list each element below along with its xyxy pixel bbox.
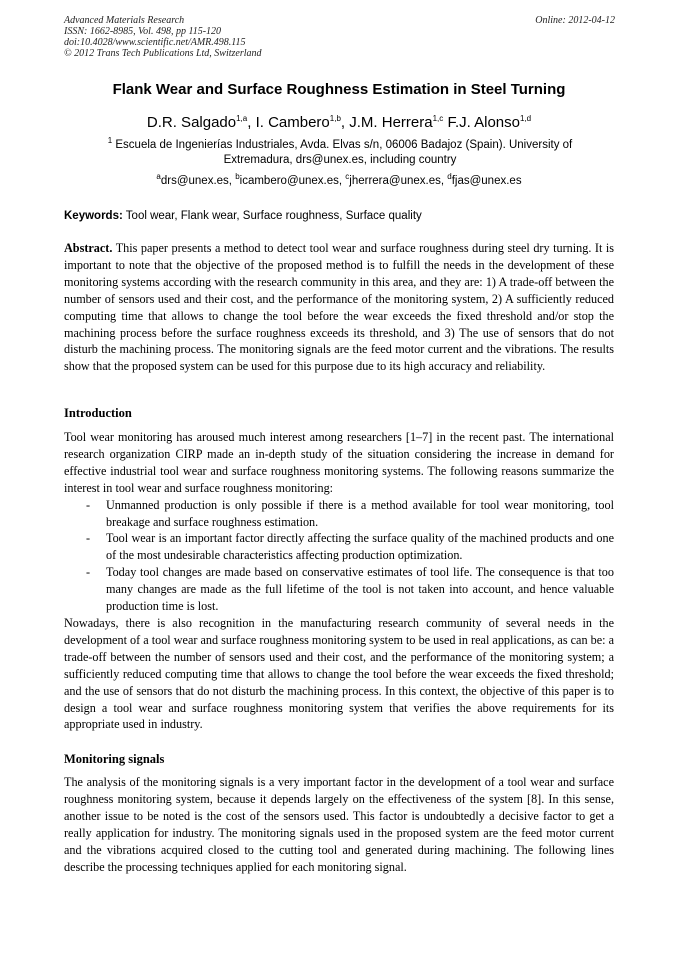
list-item: - Today tool changes are made based on conservative estimates of tool life. The consequence is that too many changes are made as the full lifetime of the tool is not taken into account, and hence valuable production time is lost. (86, 565, 614, 614)
author-list (0, 114, 678, 131)
keywords-label: Keywords: (64, 210, 123, 222)
journal-name: Advanced Materials Research (64, 15, 185, 26)
paragraph: The analysis of the monitoring signals is a very important factor in the development of a tool wear and surface roughness monitoring system, because it depends largely on the effectiveness of the system [8]. In this sense, another issue to be noted is the cost of the sensors used. This factor is undoubtedly a decisive factor to get a really application for industry. The monitoring signals used in the proposed system are the feed motor current and the vibrations acquired closed to the cutting tool and generated during machining. The following lines describe the processing techniques applied for each monitoring signal. (64, 775, 614, 874)
paragraph: Tool wear monitoring has aroused much interest among researchers [1–7] in the recent past. The international research organization CIRP made an in-depth study of the situation considering the increase in demand for effective industrial tool wear and surface roughness monitoring systems. The following reasons summarize the interest in tool wear and surface roughness monitoring: (64, 430, 614, 495)
issn-line: ISSN: 1662-8985, Vol. 498, pp 115-120 (64, 26, 222, 37)
keywords (64, 210, 624, 222)
affiliation (80, 138, 600, 168)
keywords-text: Tool wear, Flank wear, Surface roughness, Surface quality (125, 210, 422, 222)
copyright-line: © 2012 Trans Tech Publications Ltd, Switzerland (64, 48, 262, 59)
monitoring-body (64, 774, 614, 875)
email: $^c$jherrera@unex.es, (345, 172, 448, 187)
abstract-text: This paper presents a method to detect tool wear and surface roughness during steel dry turning. It is important to note that the objective of the proposed method is to fulfill the needs in the development of these monitoring systems according with the research community in this area, and they are: 1) A trade-off between the number of sensors used and their cost, and the performance of the monitoring system, 2) A sufficiently reduced computing time that allows to change the tool before the wear exceeds the fixed threshold and/or stop the machining process before the surface roughness exceeds its threshold, and 3) The use of sensors that do not disturb the machining process. The monitoring signals are the feed motor current and the vibrations. The results show that the proposed system can be used for this purpose due to its high accuracy and reliability. (64, 241, 614, 374)
introduction-body (64, 429, 614, 733)
list-item: - Tool wear is an important factor directly affecting the surface quality of the machined products and one of the most undesirable characteristics affecting production optimization. (86, 531, 614, 563)
author: I. Cambero$^{1,b}$, (255, 114, 350, 131)
email-list (0, 172, 678, 187)
paragraph: Nowadays, there is also recognition in the manufacturing research community of several needs in the development of a tool wear and surface roughness monitoring system to be used in real applications, as can be: a trade-off between the number of sensors used and their cost, and the performance of the monitoring system; a sufficiently reduced computing time that allows to change the tool before the wear exceeds the fixed threshold; and the use of sensors that do not disturb the machining process. In this context, the objective of this paper is to design a tool wear and surface roughness monitoring system that verifies the above requirements for its appropriate used in industry. (64, 615, 614, 732)
section-heading-monitoring-signals: Monitoring signals (64, 752, 165, 766)
bullet-list (64, 497, 614, 615)
paper-title: Flank Wear and Surface Roughness Estimation in Steel Turning (112, 81, 566, 98)
author: F.J. Alonso$^{1,d}$ (447, 114, 532, 131)
doi-line: doi:10.4028/www.scientific.net/AMR.498.115 (64, 37, 246, 48)
section-heading-introduction: Introduction (64, 406, 132, 420)
online-date: Online: 2012-04-12 (535, 15, 615, 26)
author: D.R. Salgado$^{1,a}$, (146, 114, 256, 131)
affiliation-marker: 1 (107, 136, 113, 146)
journal-header (64, 15, 262, 59)
abstract-label: Abstract. (64, 241, 113, 255)
email: $^d$fjas@unex.es (447, 172, 522, 187)
email: $^b$icambero@unex.es, (235, 172, 346, 187)
author: J.M. Herrera$^{1,c}$ (349, 114, 444, 131)
email: $^a$drs@unex.es, (156, 172, 236, 187)
affiliation-text: Escuela de Ingenierías Industriales, Avda. Elvas s/n, 06006 Badajoz (Spain). University of Extremadura, drs@unex.es, including country (115, 139, 573, 166)
abstract (64, 240, 614, 375)
list-item: - Unmanned production is only possible if there is a method available for tool wear monitoring, tool breakage and surface roughness estimation. (86, 497, 614, 529)
